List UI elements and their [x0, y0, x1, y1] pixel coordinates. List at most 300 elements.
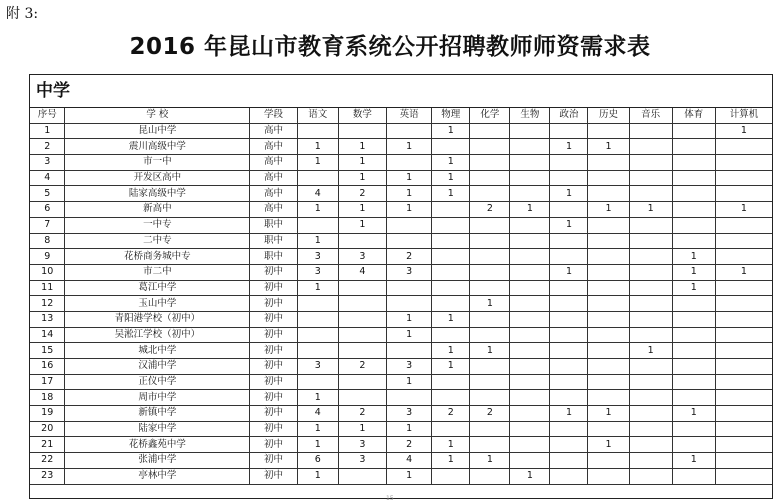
- count-cell: [297, 343, 338, 359]
- count-cell: 1: [432, 453, 470, 469]
- stage-cell: 高中: [250, 123, 297, 139]
- demand-table: [30, 108, 772, 485]
- count-cell: 1: [672, 249, 715, 265]
- row-number-cell: 6: [30, 202, 65, 218]
- count-cell: 2: [338, 359, 386, 375]
- count-cell: [510, 170, 550, 186]
- count-cell: [387, 233, 432, 249]
- count-cell: [432, 374, 470, 390]
- school-name-cell: 市一中: [65, 155, 250, 171]
- count-cell: [470, 327, 510, 343]
- count-cell: [510, 359, 550, 375]
- count-cell: [629, 264, 672, 280]
- page-number: 15: [386, 495, 394, 502]
- count-cell: [338, 468, 386, 484]
- school-name-cell: 花桥鑫苑中学: [65, 437, 250, 453]
- table-row: [30, 468, 772, 484]
- school-name-cell: 城北中学: [65, 343, 250, 359]
- count-cell: [629, 249, 672, 265]
- count-cell: 1: [338, 155, 386, 171]
- count-cell: 1: [432, 170, 470, 186]
- count-cell: [550, 390, 588, 406]
- row-number-cell: 22: [30, 453, 65, 469]
- count-cell: 2: [432, 406, 470, 422]
- count-cell: [510, 421, 550, 437]
- count-cell: [672, 296, 715, 312]
- column-header: 学段: [250, 108, 297, 123]
- row-number-cell: 8: [30, 233, 65, 249]
- school-name-cell: 亭林中学: [65, 468, 250, 484]
- count-cell: 2: [470, 202, 510, 218]
- table-row: [30, 311, 772, 327]
- stage-cell: 职中: [250, 233, 297, 249]
- count-cell: [715, 186, 772, 202]
- school-name-cell: 吴淞江学校（初中）: [65, 327, 250, 343]
- count-cell: 1: [588, 437, 629, 453]
- count-cell: [672, 468, 715, 484]
- column-header: 物理: [432, 108, 470, 123]
- row-number-cell: 13: [30, 311, 65, 327]
- count-cell: [510, 155, 550, 171]
- count-cell: 1: [297, 468, 338, 484]
- count-cell: [629, 437, 672, 453]
- count-cell: [715, 343, 772, 359]
- school-name-cell: 新高中: [65, 202, 250, 218]
- count-cell: [629, 296, 672, 312]
- school-name-cell: 花桥商务城中专: [65, 249, 250, 265]
- row-number-cell: 20: [30, 421, 65, 437]
- table-row: [30, 186, 772, 202]
- count-cell: 3: [387, 406, 432, 422]
- stage-cell: 职中: [250, 217, 297, 233]
- count-cell: [588, 311, 629, 327]
- count-cell: [510, 217, 550, 233]
- count-cell: 1: [672, 453, 715, 469]
- row-number-cell: 17: [30, 374, 65, 390]
- count-cell: [672, 155, 715, 171]
- count-cell: [588, 186, 629, 202]
- table-row: [30, 327, 772, 343]
- count-cell: [297, 123, 338, 139]
- count-cell: [588, 123, 629, 139]
- count-cell: [588, 155, 629, 171]
- row-number-cell: 23: [30, 468, 65, 484]
- count-cell: 1: [550, 139, 588, 155]
- count-cell: [588, 453, 629, 469]
- count-cell: [672, 327, 715, 343]
- count-cell: [297, 311, 338, 327]
- count-cell: 1: [297, 233, 338, 249]
- count-cell: [470, 123, 510, 139]
- count-cell: 1: [432, 186, 470, 202]
- count-cell: [432, 202, 470, 218]
- school-name-cell: 陆家中学: [65, 421, 250, 437]
- count-cell: [629, 233, 672, 249]
- column-header: 生物: [510, 108, 550, 123]
- count-cell: 1: [338, 202, 386, 218]
- count-cell: [588, 233, 629, 249]
- row-number-cell: 11: [30, 280, 65, 296]
- row-number-cell: 12: [30, 296, 65, 312]
- table-row: [30, 139, 772, 155]
- count-cell: [588, 468, 629, 484]
- count-cell: [510, 390, 550, 406]
- count-cell: [550, 327, 588, 343]
- table-header-row: [30, 108, 772, 123]
- count-cell: 1: [550, 217, 588, 233]
- demand-table-frame: [29, 74, 773, 499]
- row-number-cell: 16: [30, 359, 65, 375]
- table-row: [30, 406, 772, 422]
- count-cell: [470, 217, 510, 233]
- count-cell: 3: [297, 359, 338, 375]
- count-cell: [510, 327, 550, 343]
- stage-cell: 高中: [250, 202, 297, 218]
- row-number-cell: 3: [30, 155, 65, 171]
- count-cell: [432, 421, 470, 437]
- table-row: [30, 233, 772, 249]
- stage-cell: 高中: [250, 170, 297, 186]
- school-name-cell: 新镇中学: [65, 406, 250, 422]
- count-cell: [588, 359, 629, 375]
- count-cell: 3: [338, 249, 386, 265]
- count-cell: [629, 217, 672, 233]
- count-cell: [470, 468, 510, 484]
- count-cell: [297, 327, 338, 343]
- count-cell: 1: [338, 139, 386, 155]
- count-cell: [715, 296, 772, 312]
- count-cell: [588, 296, 629, 312]
- row-number-cell: 15: [30, 343, 65, 359]
- count-cell: [672, 311, 715, 327]
- count-cell: 1: [338, 170, 386, 186]
- count-cell: [470, 249, 510, 265]
- count-cell: 1: [510, 468, 550, 484]
- row-number-cell: 10: [30, 264, 65, 280]
- stage-cell: 初中: [250, 327, 297, 343]
- count-cell: 4: [338, 264, 386, 280]
- count-cell: [338, 374, 386, 390]
- count-cell: 1: [297, 139, 338, 155]
- count-cell: [550, 155, 588, 171]
- attachment-label: 附 3:: [6, 6, 39, 22]
- count-cell: 1: [550, 264, 588, 280]
- count-cell: [338, 311, 386, 327]
- document-title: 2016 年昆山市教育系统公开招聘教师师资需求表: [129, 34, 651, 60]
- count-cell: [715, 359, 772, 375]
- row-number-cell: 4: [30, 170, 65, 186]
- stage-cell: 初中: [250, 343, 297, 359]
- count-cell: 1: [432, 155, 470, 171]
- count-cell: 1: [629, 343, 672, 359]
- count-cell: [715, 453, 772, 469]
- school-name-cell: 张浦中学: [65, 453, 250, 469]
- count-cell: 1: [510, 202, 550, 218]
- count-cell: [510, 186, 550, 202]
- count-cell: 1: [387, 170, 432, 186]
- count-cell: [550, 437, 588, 453]
- count-cell: 3: [387, 359, 432, 375]
- count-cell: [432, 139, 470, 155]
- count-cell: [550, 468, 588, 484]
- count-cell: [470, 139, 510, 155]
- count-cell: 1: [588, 202, 629, 218]
- count-cell: [629, 453, 672, 469]
- count-cell: [550, 343, 588, 359]
- count-cell: [387, 217, 432, 233]
- table-row: [30, 421, 772, 437]
- stage-cell: 初中: [250, 406, 297, 422]
- count-cell: [672, 437, 715, 453]
- table-row: [30, 296, 772, 312]
- count-cell: [432, 327, 470, 343]
- count-cell: [588, 343, 629, 359]
- count-cell: [432, 390, 470, 406]
- count-cell: [550, 280, 588, 296]
- count-cell: [715, 311, 772, 327]
- count-cell: [629, 359, 672, 375]
- count-cell: [629, 186, 672, 202]
- count-cell: [510, 343, 550, 359]
- count-cell: [510, 123, 550, 139]
- count-cell: [715, 468, 772, 484]
- count-cell: [629, 406, 672, 422]
- table-row: [30, 437, 772, 453]
- count-cell: [470, 170, 510, 186]
- count-cell: [387, 123, 432, 139]
- row-number-cell: 7: [30, 217, 65, 233]
- table-row: [30, 249, 772, 265]
- count-cell: [338, 280, 386, 296]
- count-cell: [629, 155, 672, 171]
- row-number-cell: 2: [30, 139, 65, 155]
- count-cell: [672, 217, 715, 233]
- count-cell: [715, 139, 772, 155]
- count-cell: [432, 233, 470, 249]
- count-cell: [672, 421, 715, 437]
- count-cell: [387, 296, 432, 312]
- count-cell: 1: [297, 421, 338, 437]
- count-cell: [672, 343, 715, 359]
- stage-cell: 初中: [250, 264, 297, 280]
- count-cell: [715, 280, 772, 296]
- count-cell: 1: [588, 406, 629, 422]
- count-cell: 1: [387, 374, 432, 390]
- count-cell: 3: [387, 264, 432, 280]
- count-cell: 3: [297, 249, 338, 265]
- count-cell: 1: [715, 123, 772, 139]
- count-cell: [629, 374, 672, 390]
- column-header: 语文: [297, 108, 338, 123]
- column-header: 数学: [338, 108, 386, 123]
- row-number-cell: 1: [30, 123, 65, 139]
- column-header: 历史: [588, 108, 629, 123]
- row-number-cell: 9: [30, 249, 65, 265]
- table-row: [30, 264, 772, 280]
- count-cell: [629, 311, 672, 327]
- table-row: [30, 202, 772, 218]
- count-cell: [432, 296, 470, 312]
- count-cell: [629, 170, 672, 186]
- school-name-cell: 周市中学: [65, 390, 250, 406]
- count-cell: [470, 280, 510, 296]
- table-row: [30, 123, 772, 139]
- count-cell: 1: [432, 437, 470, 453]
- count-cell: [510, 296, 550, 312]
- count-cell: [470, 421, 510, 437]
- count-cell: 1: [432, 343, 470, 359]
- count-cell: [387, 343, 432, 359]
- count-cell: [550, 123, 588, 139]
- count-cell: 1: [387, 139, 432, 155]
- count-cell: [588, 217, 629, 233]
- row-number-cell: 18: [30, 390, 65, 406]
- count-cell: 1: [387, 202, 432, 218]
- count-cell: [550, 453, 588, 469]
- count-cell: [510, 453, 550, 469]
- count-cell: [432, 280, 470, 296]
- stage-cell: 初中: [250, 437, 297, 453]
- table-row: [30, 170, 772, 186]
- count-cell: 1: [470, 453, 510, 469]
- stage-cell: 初中: [250, 296, 297, 312]
- count-cell: 1: [297, 280, 338, 296]
- count-cell: [470, 264, 510, 280]
- count-cell: [432, 468, 470, 484]
- count-cell: [297, 296, 338, 312]
- count-cell: [715, 327, 772, 343]
- count-cell: 4: [297, 186, 338, 202]
- count-cell: [588, 249, 629, 265]
- count-cell: [550, 421, 588, 437]
- column-header: 体育: [672, 108, 715, 123]
- school-name-cell: 震川高级中学: [65, 139, 250, 155]
- table-row: [30, 374, 772, 390]
- stage-cell: 初中: [250, 390, 297, 406]
- count-cell: [629, 280, 672, 296]
- school-name-cell: 开发区高中: [65, 170, 250, 186]
- stage-cell: 初中: [250, 453, 297, 469]
- school-name-cell: 青阳港学校（初中）: [65, 311, 250, 327]
- count-cell: [672, 139, 715, 155]
- school-name-cell: 市二中: [65, 264, 250, 280]
- count-cell: 1: [550, 186, 588, 202]
- stage-cell: 初中: [250, 421, 297, 437]
- count-cell: 1: [432, 359, 470, 375]
- count-cell: [432, 217, 470, 233]
- count-cell: [715, 406, 772, 422]
- count-cell: 2: [338, 406, 386, 422]
- count-cell: 1: [470, 343, 510, 359]
- count-cell: 1: [297, 437, 338, 453]
- count-cell: [550, 359, 588, 375]
- count-cell: 6: [297, 453, 338, 469]
- count-cell: [550, 249, 588, 265]
- column-header: 化学: [470, 108, 510, 123]
- count-cell: [629, 421, 672, 437]
- count-cell: 1: [387, 311, 432, 327]
- count-cell: [715, 170, 772, 186]
- count-cell: [672, 123, 715, 139]
- count-cell: [510, 437, 550, 453]
- count-cell: 3: [338, 453, 386, 469]
- count-cell: 3: [297, 264, 338, 280]
- count-cell: [715, 437, 772, 453]
- count-cell: [550, 202, 588, 218]
- stage-cell: 初中: [250, 359, 297, 375]
- count-cell: [588, 280, 629, 296]
- count-cell: [550, 311, 588, 327]
- stage-cell: 初中: [250, 468, 297, 484]
- count-cell: [297, 170, 338, 186]
- count-cell: [510, 264, 550, 280]
- count-cell: [338, 343, 386, 359]
- count-cell: [470, 311, 510, 327]
- count-cell: 1: [715, 202, 772, 218]
- count-cell: [338, 296, 386, 312]
- section-heading: 中学: [30, 75, 772, 108]
- school-name-cell: 汉浦中学: [65, 359, 250, 375]
- count-cell: [672, 233, 715, 249]
- count-cell: [672, 170, 715, 186]
- table-body: [30, 123, 772, 484]
- count-cell: [715, 421, 772, 437]
- count-cell: [715, 155, 772, 171]
- count-cell: 1: [432, 123, 470, 139]
- table-row: [30, 280, 772, 296]
- count-cell: [510, 311, 550, 327]
- count-cell: 1: [387, 468, 432, 484]
- count-cell: 1: [387, 421, 432, 437]
- count-cell: [672, 374, 715, 390]
- stage-cell: 职中: [250, 249, 297, 265]
- table-row: [30, 453, 772, 469]
- count-cell: [715, 249, 772, 265]
- count-cell: [510, 374, 550, 390]
- count-cell: [672, 390, 715, 406]
- count-cell: [432, 249, 470, 265]
- count-cell: [629, 139, 672, 155]
- count-cell: 2: [387, 437, 432, 453]
- count-cell: [470, 186, 510, 202]
- count-cell: [387, 390, 432, 406]
- count-cell: [510, 280, 550, 296]
- count-cell: 2: [338, 186, 386, 202]
- count-cell: [297, 217, 338, 233]
- count-cell: [510, 139, 550, 155]
- count-cell: 2: [387, 249, 432, 265]
- count-cell: [297, 374, 338, 390]
- count-cell: [510, 233, 550, 249]
- school-name-cell: 葛江中学: [65, 280, 250, 296]
- count-cell: [715, 390, 772, 406]
- count-cell: [387, 155, 432, 171]
- count-cell: [629, 327, 672, 343]
- table-row: [30, 155, 772, 171]
- count-cell: 3: [338, 437, 386, 453]
- column-header: 序号: [30, 108, 65, 123]
- count-cell: [715, 217, 772, 233]
- count-cell: 1: [387, 186, 432, 202]
- count-cell: 1: [672, 406, 715, 422]
- stage-cell: 高中: [250, 155, 297, 171]
- school-name-cell: 一中专: [65, 217, 250, 233]
- stage-cell: 初中: [250, 280, 297, 296]
- count-cell: [588, 170, 629, 186]
- school-name-cell: 昆山中学: [65, 123, 250, 139]
- count-cell: 1: [297, 155, 338, 171]
- column-header: 英语: [387, 108, 432, 123]
